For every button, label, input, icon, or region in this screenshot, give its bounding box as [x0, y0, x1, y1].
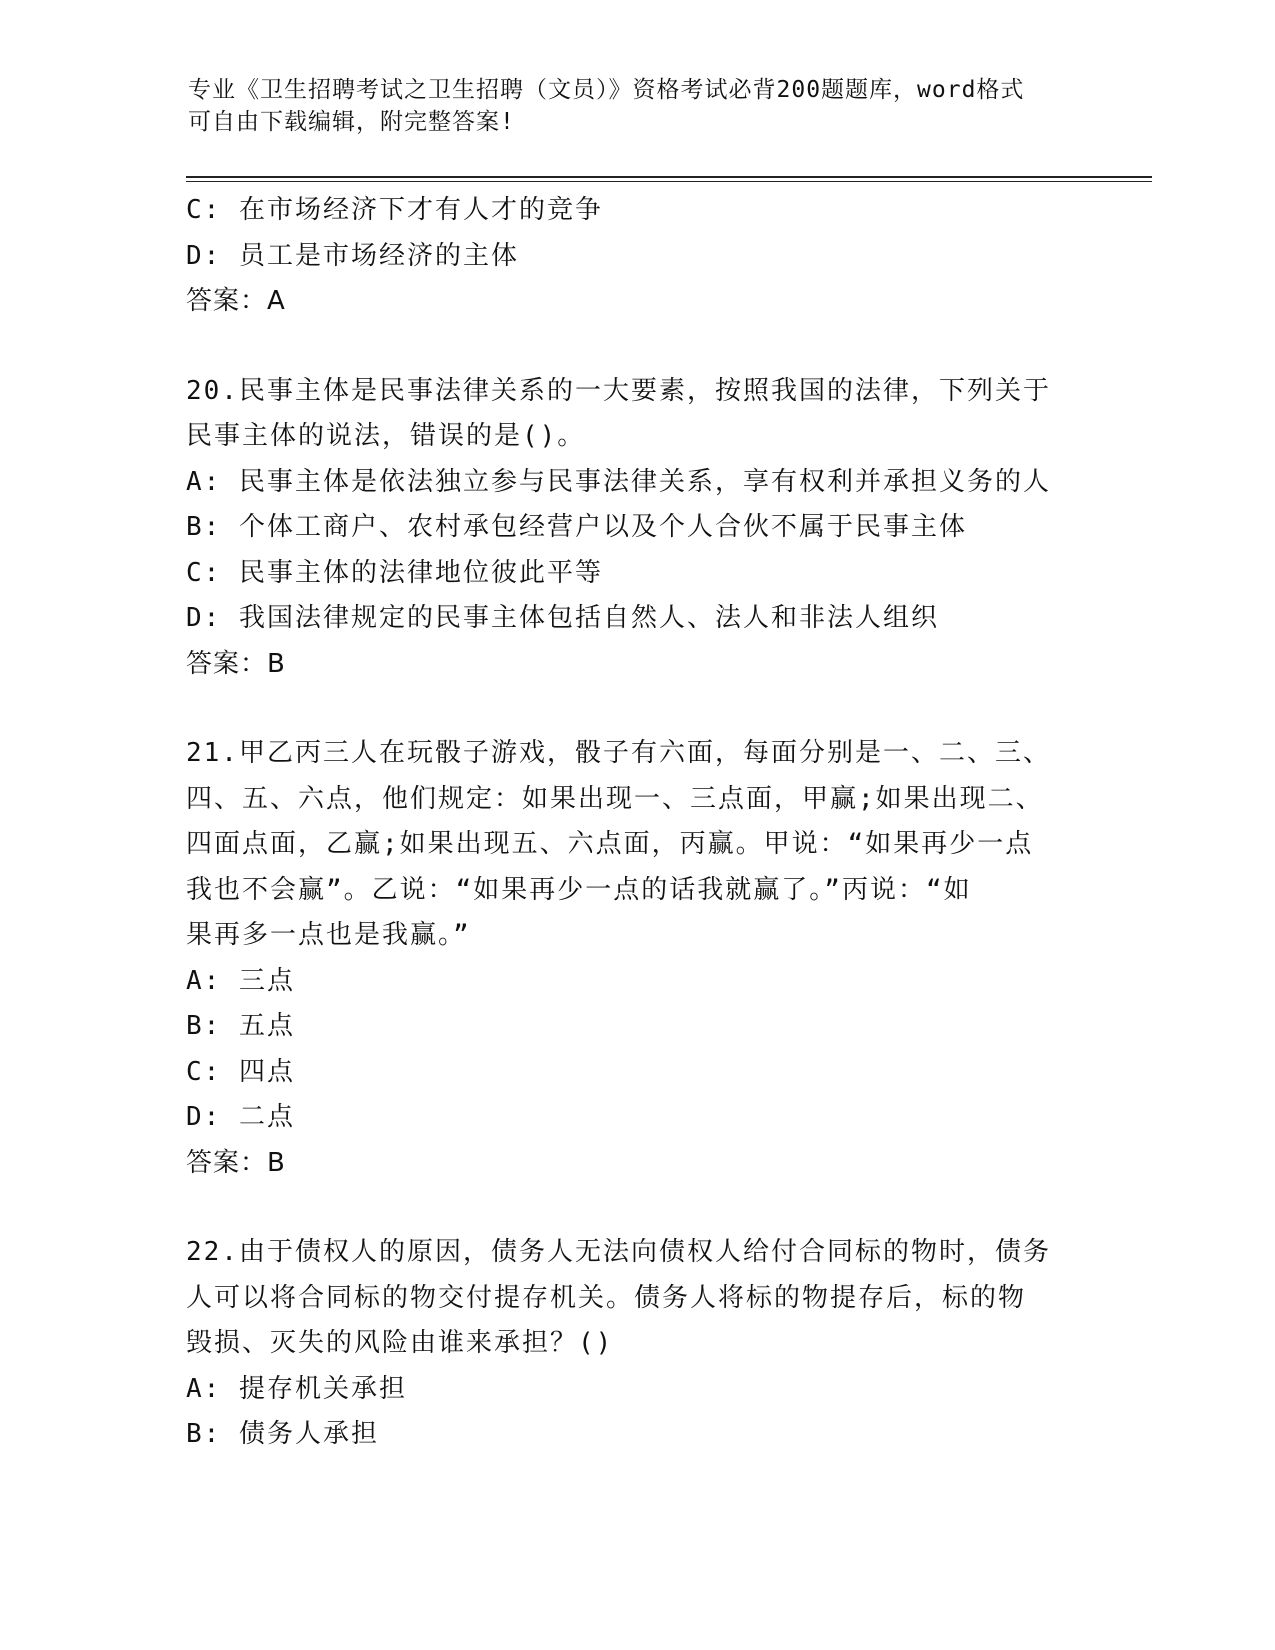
question-22	[186, 1230, 1086, 1458]
option-a	[186, 959, 1086, 1005]
spacer	[186, 325, 1086, 369]
option-c	[186, 1050, 1086, 1096]
option-b	[186, 1004, 1086, 1050]
option-letter: C:	[186, 557, 222, 588]
option-text: 在市场经济下才有人才的竞争	[238, 195, 603, 225]
header-title-line-2: 可自由下载编辑，附完整答案!	[188, 109, 515, 135]
question-19-continued	[186, 188, 1086, 325]
option-text: 民事主体是依法独立参与民事法律关系，享有权利并承担义务的人	[238, 466, 1051, 497]
option-text: 民事主体的法律地位彼此平等	[238, 557, 603, 588]
option-c	[186, 188, 1086, 234]
question-list	[186, 188, 1086, 1458]
question-stem-line: 毁损、灭失的风险由谁来承担？()	[186, 1328, 614, 1358]
option-letter: B:	[186, 512, 222, 542]
option-text: 我国法律规定的民事主体包括自然人、法人和非法人组织	[238, 603, 939, 633]
header-title-line-1: 专业《卫生招聘考试之卫生招聘（文员）》资格考试必背200题题库，word格式	[188, 77, 1025, 103]
option-text: 员工是市场经济的主体	[238, 240, 519, 271]
option-text: 债务人承担	[238, 1419, 379, 1449]
header-rule-thick	[186, 176, 1152, 178]
option-letter: C:	[186, 195, 222, 225]
option-letter: B:	[186, 1011, 222, 1041]
option-text: 二点	[238, 1102, 295, 1132]
option-letter: C:	[186, 1056, 222, 1087]
option-text: 五点	[238, 1011, 295, 1041]
header-rule-thin	[186, 181, 1152, 182]
option-letter: A:	[186, 466, 222, 497]
option-a	[186, 1367, 1086, 1413]
spacer	[186, 1186, 1086, 1230]
option-a	[186, 460, 1086, 506]
option-d	[186, 596, 1086, 642]
option-c	[186, 551, 1086, 597]
question-stem-line: 22.由于债权人的原因，债务人无法向债权人给付合同标的物时，债务	[186, 1237, 1051, 1267]
option-letter: A:	[186, 1373, 222, 1404]
option-b	[186, 505, 1086, 551]
spacer	[186, 687, 1086, 731]
question-stem-line: 民事主体的说法，错误的是()。	[186, 421, 586, 451]
option-b	[186, 1412, 1086, 1458]
option-text: 四点	[238, 1056, 295, 1087]
option-text: 三点	[238, 965, 295, 996]
answer-line: 答案：B	[186, 1147, 286, 1178]
option-letter: D:	[186, 603, 222, 633]
option-d	[186, 234, 1086, 280]
question-stem-line: 20.民事主体是民事法律关系的一大要素，按照我国的法律，下列关于	[186, 375, 1051, 406]
option-text: 个体工商户、农村承包经营户以及个人合伙不属于民事主体	[238, 512, 967, 542]
option-letter: D:	[186, 1102, 222, 1132]
question-20	[186, 369, 1086, 688]
answer-line: 答案：A	[186, 286, 286, 316]
option-letter: D:	[186, 240, 222, 271]
question-stem-line: 21.甲乙丙三人在玩骰子游戏，骰子有六面，每面分别是一、二、三、	[186, 738, 1051, 768]
question-stem-line: 果再多一点也是我赢。”	[186, 920, 471, 950]
answer-line: 答案：B	[186, 648, 286, 679]
question-stem-line: 我也不会赢”。乙说：“如果再少一点的话我就赢了。”丙说：“如	[186, 874, 972, 905]
option-letter: B:	[186, 1419, 222, 1449]
question-21	[186, 731, 1086, 1186]
question-stem-line: 四、五、六点，他们规定：如果出现一、三点面，甲赢;如果出现二、	[186, 783, 1044, 814]
question-stem-line: 四面点面，乙赢;如果出现五、六点面，丙赢。甲说：“如果再少一点	[186, 829, 1034, 859]
option-d	[186, 1095, 1086, 1141]
option-text: 提存机关承担	[238, 1373, 407, 1404]
question-stem-line: 人可以将合同标的物交付提存机关。债务人将标的物提存后，标的物	[186, 1282, 1027, 1313]
document-header	[188, 74, 1068, 138]
option-letter: A:	[186, 965, 222, 996]
